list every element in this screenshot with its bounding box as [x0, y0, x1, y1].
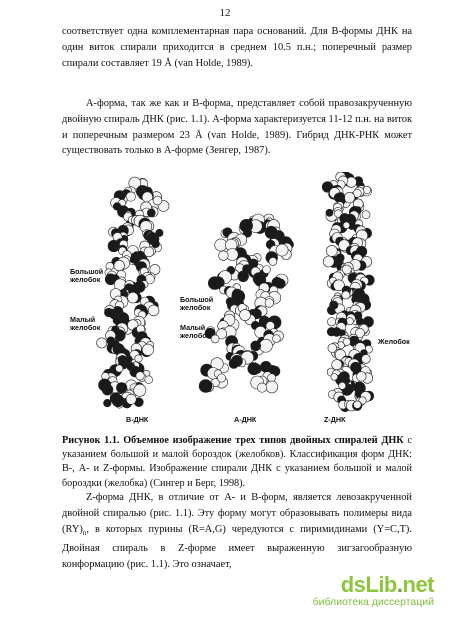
- dslib-watermark: [313, 572, 434, 608]
- dna-forms-figure: [62, 172, 412, 430]
- title-a-dna: A-ДНК: [234, 415, 257, 424]
- dna-helices-illustration: [62, 172, 412, 430]
- paragraph-a-form: А-форма, так же как и В-форма, представляет собой правозакрученную двойную спираль ДНК (рис. 1.1). А-форма характеризуется 11-12 п.н. на виток и поперечным размером 23 Å (van Holde, 1989). Гибрид ДНК-РНК может существовать только в А-форме (Зенгер, 1987).: [62, 98, 412, 157]
- z-form-text-a: Z-форма ДНК, в отличие от А- и В-форм, является левозакрученной двойной спиралью (рис. 1.1). Эту форму могут образовывать полимеры вида (RY): [62, 492, 412, 535]
- dslib-logo: dsLib.net: [340, 572, 434, 597]
- label-b-minor-groove: Малый желобок: [70, 315, 101, 332]
- z-form-text-b: , в которых пурины (R=A,G) чередуются с пиримидинами (Y=C,T). Двойная спираль в Z-форме имеет выраженную зигзагообразную конформацию (рис. 1.1). Это означает,: [62, 523, 412, 571]
- label-a-major-groove: Большой желобок: [180, 295, 214, 312]
- figure-caption: [62, 434, 412, 491]
- caption-title: Рисунок 1.1. Объемное изображение трех типов двойных спиралей ДНК: [62, 435, 404, 446]
- caption-text: с указанием большой и малой бороздок (желобков). Классификация форм ДНК: В-, А- и Z-формы. Изображение спирали ДНК с указанием большой и малой бороздки (желобка) (Сингер и Берг, 1998).: [62, 435, 412, 489]
- title-z-dna: Z-ДНК: [324, 415, 346, 424]
- label-z-groove: Желобок: [378, 337, 410, 346]
- title-b-dna: B-ДНК: [126, 415, 149, 424]
- label-b-major-groove: Большой желобок: [70, 267, 104, 284]
- label-a-minor-groove: Малый желобок: [180, 323, 211, 340]
- dslib-subtitle: библиотека диссертаций: [312, 596, 434, 608]
- paragraph-b-form: соответствует одна комплементарная пара оснований. Для В-формы ДНК на один виток спирали приходится в среднем 10.5 п.н.; поперечный размер спирали составляет 19 Å (van Holde, 1989).: [62, 26, 412, 69]
- z-form-subscript: n: [82, 528, 87, 537]
- paragraph-z-form: [62, 490, 412, 573]
- page-number: 12: [219, 7, 231, 19]
